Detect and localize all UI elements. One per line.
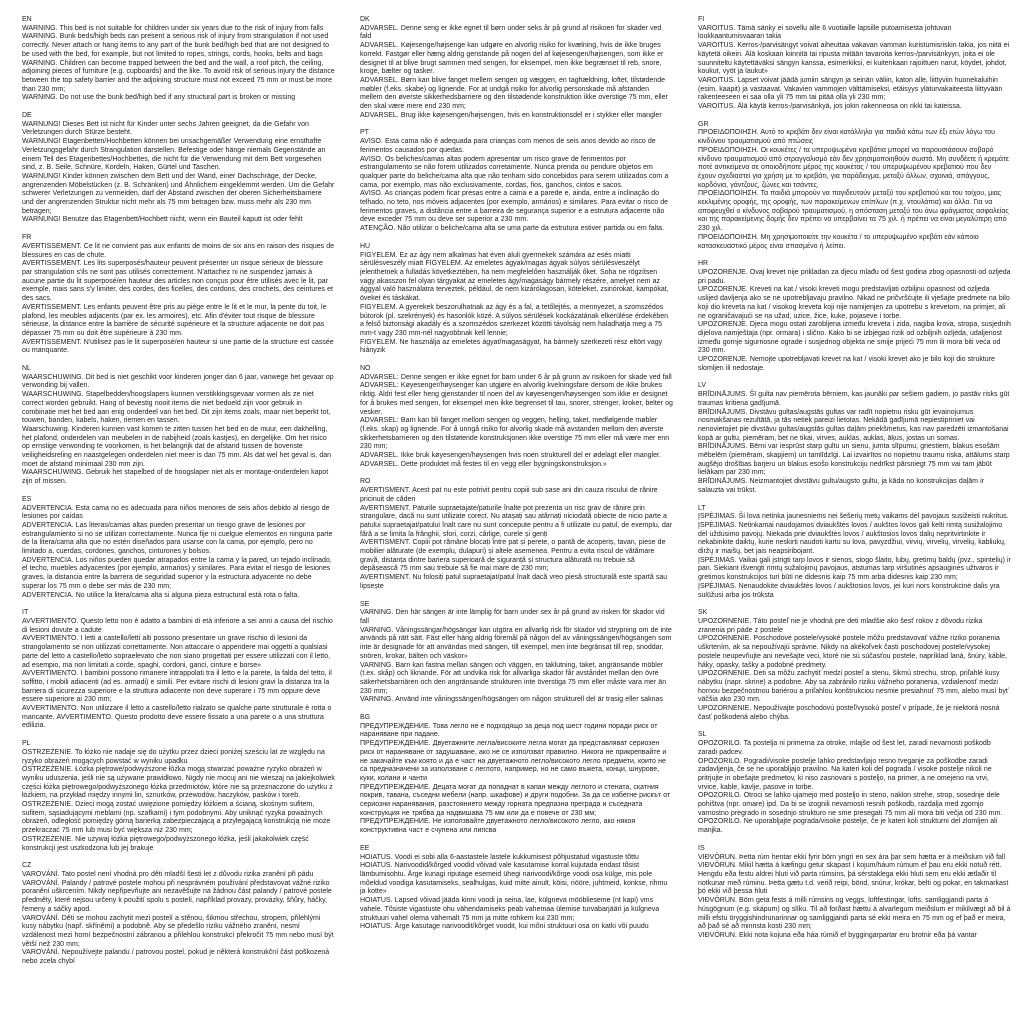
language-code: GR [698, 120, 709, 128]
language-section-es [22, 496, 335, 600]
warning-paragraph: AVERTISMENT. Paturile supraetajate/paturile înalte pot prezenta un risc grav de rănire prin strangulare, dacă nu sunt utilizate corect. Nu atașați sau atârnați niciodată obiecte de nicio parte a patului supraetajat/patului înalt care nu sunt concepute pentru a fi utilizate cu patul, de exemplu, dar fără a se limita la frânghii, sfori, corzi, cârlige, curele și genți [360, 504, 672, 538]
warning-paragraph: UPOZORENJE. Ovaj krevet nije prikladan za djecu mlađu od šest godina zbog opasnosti od ozljeda pri padu. [698, 268, 1011, 285]
language-section-hu [360, 243, 673, 356]
warning-paragraph: BRĪDINĀJUMS. Neizmantojiet divstāvu gultu/augsto gultu, ja kāda no konstrukcijas daļām ir salauzta vai trūkst. [698, 478, 985, 494]
warning-paragraph: ADVERTENCIA. Los niños pueden quedar atrapados entre la cama y la pared, un tejado inclinado, el techo, muebles adyacentes (por ejemplo, armarios) y similares. Para evitar el riesgo de lesiones graves, la distancia entre la barrera de seguridad superior y la estructura adyacente no debe superar los 75 mm o debe ser más de 230 mm; [22, 556, 332, 590]
warning-paragraph: AVISO. Os beliches/camas altas podem apresentar um risco grave de ferimentos por estrangulamento se não forem utilizados corretamente. Nunca prenda ou pendure objetos em qualquer parte do beliche/cama alta que não tenham sido concebidos para serem utilizados com a cama, por exemplo, mas não exclusivamente, cordas, fios, ganchos, cintos e sacos. [360, 155, 669, 189]
warning-paragraph: VIÐVÖRUN. Þetta rúm hentar ekki fyrir börn yngri en sex ára þar sem hætta er á meiðslum við fall [698, 853, 1006, 861]
language-section-no [360, 365, 673, 469]
language-section-ro [360, 478, 673, 591]
language-section-sl [698, 731, 1011, 835]
warning-paragraph: ADVERTENCIA. No utilice la litera/cama alta si alguna pieza estructural está rota o falta. [22, 591, 300, 599]
warning-paragraph: HOIATUS. Voodi ei sobi alla 6-aastastele lastele kukkumisest põhjustatud vigastuste tõttu [360, 853, 639, 861]
language-section-de [22, 112, 335, 225]
language-section-is [698, 845, 1011, 941]
language-section-ee [360, 845, 673, 932]
column-3 [698, 16, 1011, 976]
warning-paragraph: ADVARSEL. Børn kan blive fanget mellem sengen og væggen, en taghældning, loftet, tilstødende møbler (f.eks. skabe) og lignende. For at undgå risiko for alvorlig personskade må afstanden mellem den øverste sikkerhedsbarriere og den tilstødende konstruktion ikke overstige 75 mm, eller den skal være mere end 230 mm; [360, 76, 668, 111]
warning-paragraph: ΠΡΟΕΙΔΟΠΟΙΗΣΗ. Αυτό το κρεβάτι δεν είναι κατάλληλο για παιδιά κάτω των έξι ετών λόγω του κινδύνου τραυματισμού από πτώσεις [698, 129, 995, 146]
warning-paragraph: VAROITUS. Älä käytä kerros-/parvisänkyä, jos jokin rakenneosa on rikki tai kateissa. [698, 103, 962, 111]
warning-paragraph: BRĪDINĀJUMS. Divstāvu gultas/augstās gultas var radīt nopietnu risku gūt ievainojumus nosmakšanas rezultātā, ja tās netiek pareizi lietotas. Nekādā gadījumā nepiestipriniet vai nenovietojiet pie divstāvu gultas/augstās gultas daļām priekšmetus, kas nav paredzēti izmantošanai kopā ar gultu, piemēram, bet ne tikai, virves, auklas, auklas, āķus, jostas un somas. [698, 408, 1009, 442]
language-code: RO [360, 478, 371, 486]
language-code: HR [698, 260, 709, 268]
language-code: IT [22, 609, 29, 617]
warning-paragraph: VARNING. Barn kan fastna mellan sängen och väggen, en taklutning, taket, angränsande möbler (t.ex. skåp) och liknande. För att undvika risk för allvarliga skador får avståndet mellan den övre säkerhetsbarriären och den angränsande strukturen inte överstiga 75 mm eller måste vara mer än 230 mm; [360, 661, 667, 695]
warning-paragraph: ĮSPĖJIMAS. Nenaudokite dviaukštės lovos / aukštosios lovos, jei kuri nors konstrukcinė dalis yra sulūžusi arba jos trūksta [698, 582, 1000, 599]
warning-paragraph: ĮSPĖJIMAS. Ši lova netinka jaunesniems nei šešerių metų vaikams dėl pavojaus susižeisti nukritus. [698, 513, 1009, 521]
language-section-pl [22, 740, 335, 853]
warning-paragraph: WARNUNG! Kinder können zwischen dem Bett und der Wand, einer Dachschräge, der Decke, angrenzenden Möbelstücken (z. B. Schränken) und Ähnlichem eingeklemmt werden. Um die Gefahr schwerer Verletzungen zu vermeiden, darf der Abstand zwischen der oberen Sicherheitsbarriere und der angrenzenden Struktur nicht mehr als 75 mm betragen bzw. muss mehr als 230 mm betragen; [22, 172, 335, 215]
warning-paragraph: VAROITUS. Tämä sänky ei sovellu alle 6 vuotiaille lapsille putoamisesta johtuvan loukkaantumisvaaran takia [698, 24, 952, 41]
warning-paragraph: BRĪDINĀJUMS. Bērni var iesprūst starp gultu un sienu, jumta slīpumu, griestiem, blakus esošām mēbelēm (piemēram, skapjiem) un tamlīdzīgi. Lai izvairītos no nopietnu traumu riska, attālums starp augšējo drošības barjeru un blakus esošo konstrukciju nedrīkst pārsniegt 75 mm vai tam jābūt lielākam par 230 mm; [698, 443, 1010, 477]
warning-paragraph: VIÐVÖRUN. Ekki nota kojuna eða háa rúmið ef byggingarpartar eru brotnir eða þá vantar [698, 931, 977, 939]
language-section-cz [22, 862, 335, 966]
warning-paragraph: ADVARSEL. Dette produktet må festes til en vegg eller bygningskonstruksjon.» [360, 460, 607, 468]
warning-paragraph: ATENÇÃO. Não utilizar o beliche/cama alta se uma parte da estrutura estiver partida ou em falta. [360, 225, 665, 233]
warning-paragraph: AVVERTIMENTO. I bambini possono rimanere intrappolati tra il letto e la parete, la falda del tetto, il soffitto, i mobili adiacenti (ad es. armadi) e simili. Per evitare rischi di lesioni gravi la distanza tra la barriera di sicurezza superiore e la struttura adiacente non deve superare i 75 mm oppure deve essere superiore ai 230 mm; [22, 670, 332, 704]
language-code: DK [360, 16, 370, 23]
warning-paragraph: ПРЕДУПРЕЖДЕНИЕ. Не използвайте двуетажното легло/високото легло, ако някоя конструктивна част е счупена или липсва [360, 818, 636, 835]
warning-paragraph: OSTRZEŻENIE. Łóżka piętrowe/podwyższone łóżka mogą stwarzać poważne ryzyko obrażeń w wyniku uduszenia, jeśli nie są używane prawidłowo. Nigdy nie mocuj ani nie wieszaj na jakiejkolwiek części łóżka piętrowego/podwyższonego łóżka przedmiotów, które nie są przeznaczone do użytku z łóżkiem, na przykład między innymi lin, sznurków, przewodów, haczyków, pasków i toreb. [22, 766, 335, 800]
warning-paragraph: WAARSCHUWING. Gebruik het stapelbed of de hoogslaper niet als er montage-onderdelen kapot zijn of missen. [22, 469, 329, 486]
warning-paragraph: AVVERTIMENTO. I letti a castello/letti alti possono presentare un grave rischio di lesioni da strangolamento se non utilizzati correttamente. Non attaccare o appendere mai oggetti a qualsiasi parte del letto a castello/letto sopraelevato che non siano progettati per essere utilizzati con il letto, ad esempio, ma non limitati a corde, spaghi, cordoni, ganci, cinture e borse» [22, 635, 331, 669]
warning-paragraph: WARNUNG! Dieses Bett ist nicht für Kinder unter sechs Jahren geeignet, da die Gefahr von Verletzungen durch Stürze besteht. [22, 120, 309, 137]
language-code: EN [22, 16, 32, 23]
warning-paragraph: FIGYELEM. A gyerekek beszorulhatnak az ágy és a fal, a tetőlejtés, a mennyezet, a szomszédos bútorok (pl. szekrények) és hasonlók közé. A súlyos sérülések kockázatának elkerülése érdekében a felső biztonsági akadály és a szomszédos szerkezet közötti távolság nem haladhatja meg a 75 mm-t vagy 230 mm-nél nagyobbnak kell lennie; [360, 303, 669, 337]
warning-paragraph: VAROITUS. Kerros-/parvisängyt voivat aiheuttaa vakavan vamman kuristumisriskin takia, jos niitä ei käytetä oikein. Älä koskaan kiinnitä tai ripusta mitään tavaroita kerros-/parvisänkyyn, joita ei ole suunniteltu käytettäväksi sängyn kanssa, esimerkiksi, ei kuitenkaan rajoittuen narut, köydet, johdot, koukut, vyöt ja laukut» [698, 42, 1010, 76]
language-code: NO [360, 365, 371, 373]
language-section-hr [698, 260, 1011, 373]
language-code: NL [22, 365, 31, 373]
warning-paragraph: ПРЕДУПРЕЖДЕНИЕ. Децата могат да попаднат в капан между леглото и стената, скатния покрив, тавана, съседни мебели (напр. шкафове) и други подобни. За да се избегне рискът от сериозни наранявания, разстоянието между горната предпазна преграда и съседната конструкция не трябва да надвишава 75 мм или да е повече от 230 мм; [360, 783, 671, 817]
warning-paragraph: WARNING. Do not use the bunk bed/high bed if any structural part is broken or missing [22, 94, 296, 102]
language-section-pt [360, 129, 673, 233]
warning-paragraph: AVISO. As crianças podem ficar presas entre a cama e a parede e, ainda, entre a inclinação do telhado, no teto, nos móveis adjacentes (por exemplo, armários) e similares. Para evitar o risco de ferimentos graves, a distância entre a barreira de segurança superior e a estrutura adjacente não deve exceder 75 mm ou deve ser superior a 230 mm. [360, 190, 669, 224]
warning-paragraph: Waarschuwing. Kinderen kunnen vast komen te zitten tussen het bed en de muur, een dakhelling, het plafond, onderdelen van meubelen in de nabijheid (zoals kastjes), en dergelijke. Om het risico op ernstige verwonding te voorkomen, is het belangrijk dat de afstand tussen de bovenste veiligheidsreling en naastgelegen onderdelen niet meer is dan 75 mm. Als dat wel het geval is, dan moet de afstand minimaal 230 mm zijn. [22, 425, 332, 468]
warning-paragraph: AVERTISSEMENT. Ce lit ne convient pas aux enfants de moins de six ans en raison des risques de blessures en cas de chute. [22, 242, 335, 259]
warning-paragraph: OSTRZEŻENIE. Nie używaj łóżka piętrowego/podwyższonego łóżka, jeśli jakakolwiek część konstrukcji jest uszkodzona lub jej brakuje [22, 835, 309, 852]
warning-paragraph: WARNING. Bunk beds/high beds can present a serious risk of injury from strangulation if not used correctly. Never attach or hang items to any part of the bunk bed/high bed that are not designed to be used with the bed, for example, but not limited to ropes, strings, cords, hooks, belts and bags [22, 33, 329, 58]
warning-paragraph: HOIATUS. Lapsed võivad jääda kinni voodi ja seina, lae, külgneva mööblieseme (nt kapi) vms vahele. Tõsiste vigastuste ohu vähendamiseks peab vahemaa ülemise turvabarjääri ja külgneva struktuuri vahel olema vähemalt 75 mm ja mitte rohkem kui 230 mm; [360, 897, 660, 922]
warning-paragraph: AVERTISSEMENT. N'utilisez pas le lit superposé/en hauteur si une partie de la structure est cassée ou manquante. [22, 338, 334, 355]
warning-paragraph: UPOZORNENIE. Poschodové postele/vysoké postele môžu predstavovať vážne riziko poranenia uškrtením, ak sa nepoužívajú správne. Nikdy na akékoľvek časti poschodovej postele/vysokej postele neupevňujte ani nevešajte veci, ktoré nie sú súčasťou postele, napríklad laná, šnúry, káble, háky, opasky, tašky a podobné predmety. [698, 635, 1008, 669]
warning-paragraph: VAROVÁNÍ. Palandy / patrové postele mohou při nesprávném používání představovat vážné riziko poranění uškrcením. Nikdy nepřipevňujte ani nezavěšujte na žádnou část palandy / patrové postele předměty, které nejsou určeny k použití spolu s postelí, například provazy, provázky, šňůry, háčky, řemeny a sáčky apod. [22, 879, 332, 913]
warning-paragraph: VAROVÁNÍ. Děti se mohou zachytit mezi postelí a stěnou, šikmou střechou, stropem, přilehlými kusy nábytku (např. skříněmi) a podobně. Aby se předešlo riziku vážného zranění, nesmí vzdálenost mezi horní bezpečnostní zábranou a přilehlou konstrukcí překročit 75 mm nebo musí být větší než 230 mm; [22, 914, 334, 948]
warning-paragraph: AVISO. Esta cama não é adequada para crianças com menos de seis anos devido ao risco de ferimentos causados por quedas. [360, 138, 656, 154]
warning-paragraph: ADVARSEL: Barn kan bli fanget mellom sengen og veggen, helling, taket, medfølgende møbler (f.eks. skap) og lignende. For å unngå risiko for alvorlig skade må avstanden mellom den øverste sikkerhetsbarrieren og den tilstøtende konstruksjonen ikke overstige 75 mm eller må være mer enn 230 mm; [360, 417, 670, 451]
language-section-bg [360, 714, 673, 836]
warning-paragraph: HOIATUS. Ärge kasutage narivoodit/kõrget voodit, kui mõni struktuuri osa on katki või puudu [360, 923, 649, 931]
warning-paragraph: AVVERTIMENTO. Non utilizzare il letto a castello/letto rialzato se qualche parte strutturale è rotta o mancante. AVVERTIMENTO. Questo prodotto deve essere fissato a una parete o a una struttura edilizia. [22, 705, 332, 730]
language-code: IS [698, 844, 705, 852]
warning-paragraph: UPOZORENJE. Djeca mogu ostati zarobljena između kreveta i zida, nagiba krova, stropa, susjednih dijelova namještaja (npr. ormara) i slično. Kako bi se izbjegao rizik od ozbiljnih ozljeda, udaljenost između gornje sigurnosne ograde i susjednog objekta ne smije prijeći 75 mm ili mora biti veća od 230 mm. [698, 321, 1011, 355]
language-code: PT [360, 129, 369, 137]
warning-paragraph: AVERTISMENT. Copiii pot rămâne blocați între pat și perete, o pantă de acoperiș, tavan, piese de mobilier alăturate (de exemplu, dulapuri) și altele asemenea. Pentru a evita riscul de vătămare gravă, distanța dintre bariera superioară de siguranță și structura alăturată nu trebuie să depășească 75 mm sau trebuie să fie mai mare de 230 mm; [360, 539, 666, 573]
warning-paragraph: UPOZORNENIE. Nepoužívajte poschodovú posteľ/vysokú posteľ v prípade, že je niektorá nosná časť poškodená alebo chýba. [698, 705, 1000, 721]
language-section-en [22, 16, 335, 103]
warning-paragraph: ĮSPĖJIMAS. Vaikai gali įstrigti tarp lovos ir sienos, stogo šlaito, lubų, gretimų baldų (pvz., spintelių) ir pan. Siekiant išvengti rimtų sužalojimų pavojaus, atstumas tarp viršutinės apsauginės užtvaros ir gretimos konstrukcijos turi būti ne didesnis kaip 75 mm arba didesnis kaip 230 mm; [698, 556, 1011, 582]
language-section-dk [360, 16, 673, 120]
warning-paragraph: VARNING. Den här sängen är inte lämplig för barn under sex år på grund av risken för skador vid fall [360, 609, 665, 625]
warning-paragraph: VIÐVÖRUN. Mikil hætta á kæfingu getur skapast í kojum/háum rúmum ef þau eru ekki notuð rétt. Hengdu eða festu aldrei hluti við parta rúmsins, þá sérstaklega ekki hluti sem eru ekki ætlaðir til notkunar með rúminu. Þetta gætu t.d. verið reipi, bönd, snúrur, krókar, belti og pokar, en takmarkast þó ekki við þessa hluti [698, 862, 1009, 896]
warning-paragraph: ПРЕДУПРЕЖДЕНИЕ. Това легло не е подходящо за деца под шест години поради риск от нараняване при падане. [360, 722, 658, 739]
warning-paragraph: UPOZORENJE. Nemojte upotrebljavati krevet na kat / visoki krevet ako je bilo koji dio strukture slomljen ili nedostaje. [698, 356, 995, 372]
warning-paragraph: FIGYELEM. Ez az ágy nem alkalmas hat éven aluli gyermekek számára az esés miatti sérülésveszély miatt FIGYELEM. Az emeletes ágyak/magas ágyak súlyos sérülésveszélyt jelenthetnek a fulladás következtében, ha nem megfelelően használják őket. Soha ne rögzítsen vagy akasszon fel olyan tárgyakat az emeletes ágy/magaságy bármely részére, amelyet nem az ággyal való használatra terveztek, például, de nem kizárólagosan, köteleket, zsinórokat, kampókat, öveket és táskákat. [360, 251, 669, 303]
warning-paragraph: OPOZORILO. Ne uporabljajte pograda/visoke postelje, če je kateri koli strukturni del zlomljen ali manjka. [698, 818, 998, 835]
column-1 [22, 16, 335, 976]
warning-paragraph: HOIATUS. Narivoodid/kõrged voodid võivad vale kasutamise korral kujutada endast tõsist lämbumisohtu. Ärge kunagi riputage esemeid ühegi narivoodi/kõrge voodi osa külge, mis pole mõeldud voodiga kasutamiseks, sealhulgas, kuid mitte ainult, köisi, nööre, juhtmeid, konkse, rihmu ja kotte» [360, 862, 668, 896]
language-code: SE [360, 600, 370, 608]
warning-paragraph: OPOZORILO. Ta postelja ni primerna za otroke, mlajše od šest let, zaradi nevarnosti poškodb zaradi padcev. [698, 740, 991, 756]
language-section-se [360, 601, 673, 705]
warning-paragraph: AVERTISSEMENT. Les enfants peuvent être pris au piège entre le lit et le mur, la pente du toit, le plafond, les meubles adjacents (par ex. les armoires), etc. Afin d'éviter tout risque de blessure sérieuse, la distance entre la barrière de sécurité supérieure et la structure adjacente ne doit pas dépasser 75 mm ou doit être supérieure à 230 mm. [22, 303, 327, 337]
language-code: CZ [22, 862, 32, 870]
warning-paragraph: ĮSPĖJIMAS. Netinkamai naudojamos dviaukštės lovos / aukštos lovos gali kelti rimtą susižalojimo dėl uždusimo pavojų. Niekada prie dviaukštės lovos / aukštosios lovos dalių nepritvirtinkite ir nekabinkite daiktų, kurie neskirti naudoti kartu su lova, pavyzdžiui, virvių, virvelių, virvelių, kabliukų, diržų ir maišų, bet jais neapsiribojant. [698, 521, 1006, 556]
warning-paragraph: OPOZORILO. Pogradi/visoke postelje lahko predstavljajo resno tveganje za poškodbe zaradi zadavljenja, če se ne uporabljajo pravilno. Na kateri koli del pograda / visoke postelje nikoli ne pritrjujte in obešajte predmetov, ki niso zasnovani s posteljo, na primer, a ne omejeno na vrvi, vrvice, kable, kavlje, pasove in torbe. [698, 757, 992, 791]
warning-paragraph: ADVARSEL. Denne seng er ikke egnet til børn under seks år på grund af risikoen for skader ved fald [360, 24, 662, 41]
language-code: EE [360, 844, 370, 852]
warning-paragraph: AVVERTIMENTO. Questo letto non è adatto a bambini di età inferiore a sei anni a causa del rischio di lesioni dovute a cadute [22, 618, 333, 634]
warning-paragraph: ΠΡΟΕΙΔΟΠΟΙΗΣΗ. Οι κουκέτες / τα υπερυψωμένα κρεβάτια μπορεί να παρουσιάσουν σοβαρό κίνδυνο τραυματισμού από στραγγαλισμό εάν δεν χρησιμοποιηθούν σωστά. Μη συνδέετε ή κρεμάτε ποτέ αντικείμενα σε οποιοδήποτε μέρος της κουκέτας / του υπερυψωμένου κρεβατιού που δεν έχουν σχεδιαστεί για χρήση με το κρεβάτι, για παράδειγμα, μεταξύ άλλων, σχοινιά, σπάγγους, κορδόνια, γάντζους, ζώνες και τσάντες. [698, 146, 1009, 189]
language-section-lv [698, 382, 1011, 495]
warning-paragraph: VAROVÁNÍ. Tato postel není vhodná pro děti mladší šesti let z důvodu rizika zranění při pádu [22, 870, 314, 878]
warning-paragraph: AVERTISSEMENT. Les lits superposés/hauteur peuvent présenter un risque sérieux de blessure par strangulation s'ils ne sont pas utilisés correctement. N'attachez ni ne suspendez jamais à aucune partie du lit superposé/en hauteur des articles non conçus pour être utilisés avec le lit, par exemple, mais sans s'y limiter, des cordes, des ficelles, des cordons, des crochets, des ceintures et des sacs. [22, 260, 333, 303]
language-section-lt [698, 505, 1011, 601]
language-section-it [22, 609, 335, 731]
warning-paragraph: WAARSCHUWING. Stapelbedden/hoogslapers kunnen verstikkingsgevaar vormen als ze niet correct worden gebruikt. Hang of bevestig nooit items die niet bedoeld zijn voor gebruik in combinatie met het bed aan enig onderdeel van het bed. Dit zijn items zoals, maar niet beperkt tot, touwen, banden, kabels, haken, riemen en tassen. [22, 391, 331, 425]
language-code: SL [698, 731, 707, 739]
warning-paragraph: VIÐVÖRUN. Börn geta fests á milli rúmsins og veggs, loftfestingar, lofts, samliggjandi parta á húsgögnum (e.g. skápum) og slíku. Til að forðast hættu á alvarlegum meiðslum er mikilvægt að bil á milli efstu öryggishindrunarinnar og samliggjandi parta sé ekki meira en 75 mm og ef það er meira, að það sé að minnsta kosti 230 mm; [698, 897, 1011, 931]
warning-paragraph: UPOZORNENIE. Deti sa môžu zachytiť medzi posteľ a stenu, šikmú strechu, strop, priľahlé kusy nábytku (napr. skrine) a podobne. Aby sa zabránilo riziku vážneho poranenia, vzdialenosť medzi hornou bezpečnostnou bariérou a priľahlou konštrukciou nesmie presiahnuť 75 mm, alebo musí byť väčšia ako 230 mm. [698, 670, 1009, 704]
warning-paragraph: VARNING. Använd inte våningssängen/högsängen om någon strukturell del är trasig eller saknas [360, 696, 663, 704]
warning-paragraph: UPOZORNENIE. Táto posteľ nie je vhodná pre deti mladšie ako šesť rokov z dôvodu rizika zranenia pri páde z postele [698, 618, 983, 634]
warning-paragraph: WAARSCHUWING. Dit bed is niet geschikt voor kinderen jonger dan 6 jaar, vanwege het gevaar op verwonding bij vallen. [22, 373, 334, 390]
language-code: FI [698, 16, 705, 23]
warning-paragraph: WARNING. This bed is not suitable for children under six years due to the risk of injury from falls [22, 24, 324, 32]
language-section-gr [698, 121, 1011, 252]
warning-paragraph: VAROITUS. Lapset voivat jäädä jumiin sängyn ja seinän väliin, katon alle, liittyviin huonekaluihin (esim. kaapit) ja vastaavat. Vakavien vammojen välttämiseksi, etäisyys yläturvakaiteesta liittyvään rakenteeseen ei saa olla yli 75 mm tai pitää olla yli 230 mm; [698, 76, 1003, 102]
warning-paragraph: VARNING. Våningssängar/högsängar kan utgöra en allvarlig risk för skador vid strypning om de inte används på rätt sätt. Fäst eller häng aldrig föremål på någon del av våningssängen/högsängen som inte är designade för att användas med sängen, till exempel, men inte begränsat till rep, snoddar, snören, krokar, bälten och väskor» [360, 626, 672, 660]
language-code: ES [22, 495, 32, 503]
language-code: LT [698, 504, 706, 512]
language-section-fi [698, 16, 1011, 112]
warning-paragraph: WARNING. Children can become trapped between the bed and the wall, a roof pitch, the ceiling, adjoining pieces of furniture (e.g. cupboards) and the like. To avoid risk of serious injury the distance between the top safety barrier and the adjoining structure must not exceed 75 mm or must be more than 230 mm; [22, 59, 335, 93]
warning-paragraph: WARNUNG! Benutze das Etagenbett/Hochbett nicht, wenn ein Bauteil kaputt ist oder fehlt [22, 216, 303, 224]
warning-paragraph: FIGYELEM. Ne használja az emeletes ágyat/magaságyat, ha bármely szerkezeti rész eltört vagy hiányzik [360, 338, 663, 355]
warning-paragraph: AVERTISMENT. Nu folosiți patul supraetajat/patul înalt dacă vreo piesă structurală este spartă sau lipsește [360, 574, 668, 590]
warning-paragraph: UPOZORENJE. Kreveti na kat / visoki kreveti mogu predstavljati ozbiljnu opasnost od ozljeda uslijed davljenja ako se ne upotrebljavaju pravilno. Nikad ne pričvršćujte ili vješajte predmete na bilo koji dio kreveta na kat / visokog kreveta koji nije namijenjen za upotrebu s krevetom, na primjer, ali ne ograničavajući se na užad, uzice, žice, kuke, pojaseve i torbe. [698, 286, 1010, 320]
warning-paragraph: BRĪDINĀJUMS. Šī gulta nav piemērota bērniem, kas jaunāki par sešiem gadiem, jo pastāv risks gūt traumas kritiena gadījumā. [698, 391, 1010, 407]
warning-paragraph: ADVERTENCIA. Esta cama no es adecuada para niños menores de seis años debido al riesgo de lesiones por caídas [22, 504, 330, 521]
warning-paragraph: ADVARSEL: Denne sengen er ikke egnet for barn under 6 år på grunn av risikoen for skade ved fall [360, 373, 672, 381]
language-section-sk [698, 609, 1011, 722]
warning-paragraph: ADVARSEL: Køyesenger/høysenger kan utgjøre en alvorlig kvelningsfare dersom de ikke brukes riktig. Aldri fest eller heng gjenstander til noen del av køyesengen/høysengen som ikke er designet for å brukes med sengen, for eksempel men ikke begrenset til tau, snorer, strenger, kroker, belter og vesker. [360, 382, 673, 416]
language-section-nl [22, 365, 335, 487]
language-code: HU [360, 242, 371, 250]
warning-paragraph: OPOZORILO. Otroci se lahko ujamejo med posteljo in steno, naklon strehe, strop, sosednje dele pohištva (npr. omare) ipd. Da bi se izognili nevarnosti resnih poškodb, razdalja med zgornjo varnostno pregrado in sosednjo strukturo ne sme presegati 75 mm ali mora biti večja od 230 mm. [698, 792, 1003, 817]
language-code: LV [698, 382, 707, 390]
warning-paragraph: ADVERTENCIA. Las literas/camas altas pueden presentar un riesgo grave de lesiones por estrangulamiento si no se utilizan correctamente. Nunca fije ni cuelgue elementos en ninguna parte de la litera/cama alta que no estén diseñados para usarse con la cama, por ejemplo, pero no limitado a, cuerdas, cordones, ganchos, cinturones y bolsos. [22, 521, 333, 556]
warning-paragraph: ADVARSEL. Brug ikke køjesengen/højsengen, hvis en konstruktionsdel er i stykker eller mangler [360, 111, 662, 119]
language-code: FR [22, 234, 32, 242]
warning-paragraph: ΠΡΟΕΙΔΟΠΟΙΗΣΗ. Μη χρησιμοποιείτε την κουκέτα / το υπερυψωμένο κρεβάτι εάν κάποιο κατασκευαστικό μέρος είναι σπασμένο ή λείπει. [698, 233, 979, 250]
warning-paragraph: AVERTISMENT. Acest pat nu este potrivit pentru copiii sub șase ani din cauza riscului de rănire pricinuit de căderi [360, 487, 658, 503]
language-section-fr [22, 234, 335, 356]
warning-paragraph: ΠΡΟΕΙΔΟΠΟΙΗΣΗ. Τα παιδιά μπορούν να παγιδευτούν μεταξύ του κρεβατιού και του τοίχου, μιας κεκλιμένης οροφής, της οροφής, των παρακείμενων επίπλων (π.χ. ντουλάπια) και άλλα. Για να αποφευχθεί ο κίνδυνος σοβαρού τραυματισμού, η απόσταση μεταξύ του άνω φράγματος ασφαλείας και της παρακείμενης δομής δεν πρέπει να υπερβαίνει τα 75 χιλ. ή πρέπει να είναι μεγαλύτερη από 230 χιλ. [698, 190, 1009, 233]
warning-paragraph: ПРЕДУПРЕЖДЕНИЕ. Двуетажните легла/високите легла могат да представляват сериозен риск от нараняване от задушаване, ако не се използват правилно. Никога не прикрепвайте и не закачайте към която и да е част на двуетажното легло/високото легло предмети, които не са предназначени за използване с леглото, например, но не само въжета, конци, шнурове, куки, колани и чанти [360, 740, 667, 782]
warning-paragraph: WARNUNG! Etagenbetten/Hochbetten können bei unsachgemäßer Verwendung eine ernsthafte Verletzungsgefahr durch Strangulation darstellen. Befestige oder hänge niemals Gegenstände an einem Teil des Etagenbettes/Hochbettes, die nicht für die Verwendung mit dem Bett vorgesehen sind, z. B. Seile, Schnüre, Kordeln, Haken, Gürtel und Taschen. [22, 138, 326, 172]
warning-paragraph: ADVARSEL. Køjesenge/højsenge kan udgøre en alvorlig risiko for kvælning, hvis de ikke bruges korrekt. Fastgør eller hæng aldrig genstande på nogen del af køjesengen/højsengen, som ikke er designet til at blive brugt sammen med sengen, for eksempel, men ikke begrænset til reb, snore, kroge, bælter og tasker. [360, 42, 664, 76]
warning-paragraph: VAROVÁNÍ. Nepoužívejte palandu / patrovou postel, pokud je některá konstrukční část poškozená nebo zcela chybí [22, 949, 330, 966]
column-2 [360, 16, 673, 976]
language-code: DE [22, 112, 32, 120]
language-code: PL [22, 740, 31, 748]
language-code: SK [698, 609, 708, 617]
warning-paragraph: OSTRZEŻENIE. Dzieci mogą zostać uwięzione pomiędzy łóżkiem a ścianą, skośnym sufitem, sufitem, sąsiadującymi meblami (np. szafkami) i tym podobnymi. Aby uniknąć ryzyka poważnych obrażeń, odległość pomiędzy górną barierką zabezpieczającą a przylegającą konstrukcją nie może przekraczać 75 mm lub musi być większa niż 230 mm; [22, 801, 331, 835]
warning-paragraph: ADVARSEL. Ikke bruk køyesengen/høysengen hvis noen strukturell del er ødelagt eller mangler. [360, 452, 661, 460]
language-code: BG [360, 714, 371, 722]
warning-paragraph: OSTRZEŻENIE. To łóżko nie nadaje się do użytku przez dzieci poniżej sześciu lat ze względu na ryzyko obrażeń mogących powstać w wyniku upadku [22, 748, 325, 765]
